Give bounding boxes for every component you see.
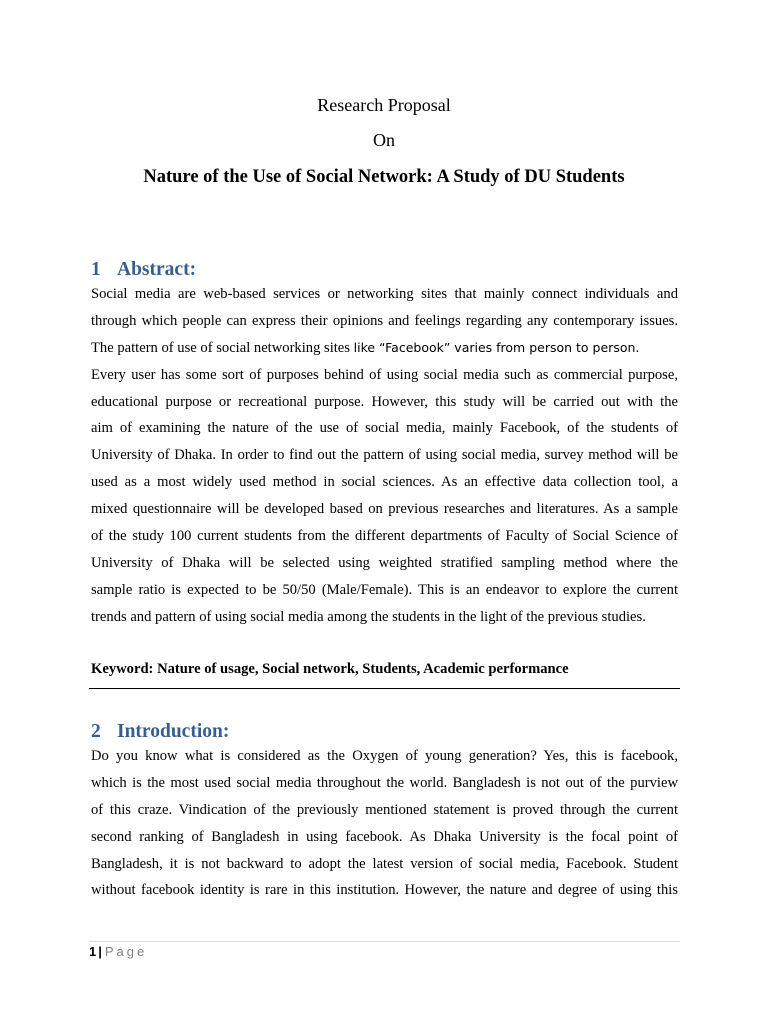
- introduction-line: Do you know what is considered as the Oxygen of young generation? Yes, this is facebook,: [91, 748, 678, 764]
- introduction-line: of this craze. Vindication of the previously mentioned statement is proved through the current: [91, 801, 678, 818]
- abstract-paragraph: [91, 281, 678, 631]
- page-title: Nature of the Use of Social Network: A Study of DU Students: [143, 167, 625, 187]
- section-divider: [89, 688, 680, 689]
- keywords-line: Keyword: Nature of usage, Social network, Students, Academic performance: [91, 661, 569, 677]
- abstract-heading-number: 1: [91, 259, 101, 280]
- footer-divider: [89, 941, 680, 942]
- abstract-line: sample ratio is expected to be 50/50 (Male/Female). This is an endeavor to explore the current: [91, 581, 678, 598]
- introduction-line: without facebook identity is rare in this institution. However, the nature and degree of using this: [91, 882, 678, 899]
- page-label: Page: [104, 944, 148, 959]
- abstract-heading-text: Abstract:: [117, 259, 197, 280]
- doc-on-line: On: [373, 130, 395, 150]
- introduction-line: second ranking of Bangladesh in using facebook. As Dhaka University is the focal point of: [91, 828, 678, 845]
- page-footer: [89, 943, 147, 961]
- abstract-line: educational purpose or recreational purpose. However, this study will be carried out with the: [91, 393, 678, 410]
- introduction-heading-text: Introduction:: [117, 721, 230, 742]
- abstract-line: of the study 100 current students from the different departments of Faculty of Social Science of: [91, 528, 678, 545]
- abstract-line: used as a most widely used method in social sciences. As an effective data collection tool, a: [91, 474, 678, 491]
- abstract-line: aim of examining the nature of the use of social media, mainly Facebook, of the students of: [91, 420, 678, 437]
- abstract-line: Social media are web-based services or networking sites that mainly connect individuals and: [91, 286, 678, 302]
- introduction-heading: [91, 720, 229, 744]
- introduction-line: Bangladesh, it is not backward to adopt the latest version of social media, Facebook. Student: [91, 855, 678, 872]
- page-number: 1: [89, 944, 97, 959]
- introduction-line: which is the most used social media throughout the world. Bangladesh is not out of the purview: [91, 774, 678, 791]
- abstract-line: through which people can express their opinions and feelings regarding any contemporary issues.: [91, 312, 678, 329]
- abstract-line: trends and pattern of using social media among the students in the light of the previous studies.: [91, 608, 646, 625]
- abstract-line: University of Dhaka will be selected using weighted stratified sampling method where the: [91, 554, 678, 571]
- abstract-line: Every user has some sort of purposes behind of using social media such as commercial purpose,: [91, 366, 678, 383]
- abstract-heading: [91, 258, 196, 282]
- abstract-line-serif-part: The pattern of use of social networking sites: [91, 339, 354, 356]
- abstract-line-sans-part: like “Facebook” varies from person to person.: [353, 339, 640, 355]
- abstract-line: University of Dhaka. In order to find out the pattern of using social media, survey method will be: [91, 447, 678, 464]
- footer-separator: |: [98, 944, 102, 959]
- abstract-line-mixed: [91, 335, 678, 362]
- doc-type-line: Research Proposal: [317, 95, 451, 115]
- introduction-paragraph: [91, 743, 678, 904]
- abstract-line: mixed questionnaire will be developed based on previous researches and literatures. As a sample: [91, 501, 678, 518]
- introduction-heading-number: 2: [91, 721, 101, 742]
